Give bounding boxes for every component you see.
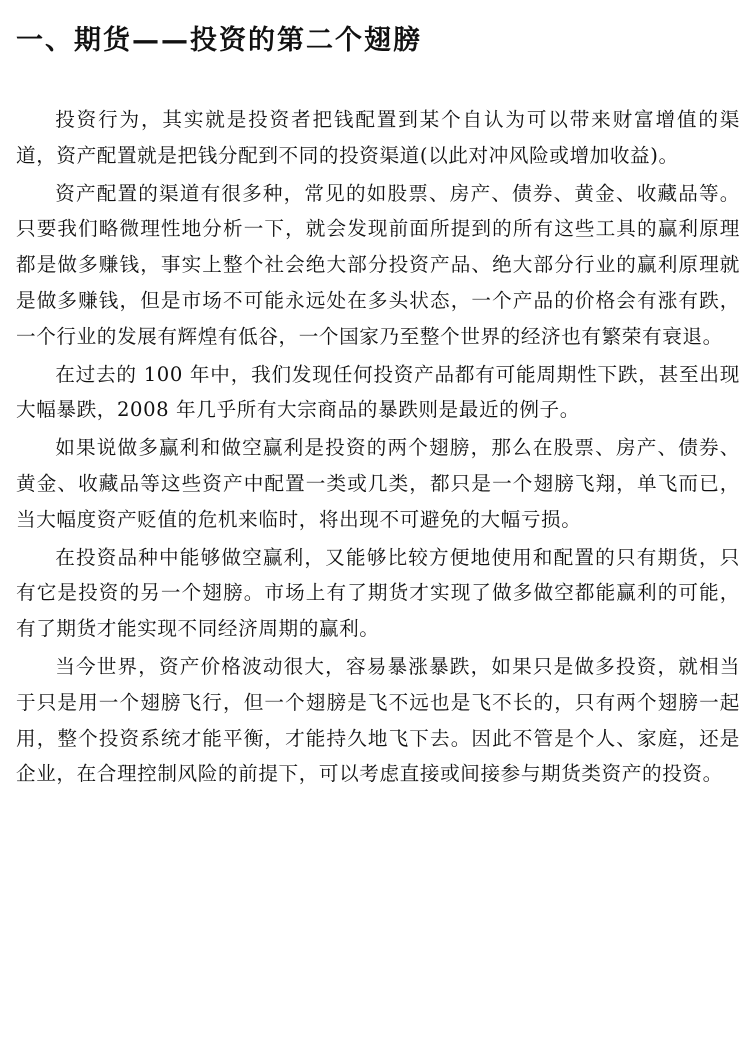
paragraph-2: 资产配置的渠道有很多种，常见的如股票、房产、债券、黄金、收藏品等。只要我们略微理性地分析一下，就会发现前面所提到的所有这些工具的赢利原理都是做多赚钱，事实上整个社会绝大部分投资产品、绝大部分行业的赢利原理就是做多赚钱，但是市场不可能永远处在多头状态，一个产品的价格会有涨有跌，一个行业的发展有辉煌有低谷，一个国家乃至整个世界的经济也有繁荣有衰退。 [16,181,740,348]
paragraph-5: 在投资品种中能够做空赢利，又能够比较方便地使用和配置的只有期货，只有它是投资的另一个翅膀。市场上有了期货才实现了做多做空都能赢利的可能，有了期货才能实现不同经济周期的赢利。 [16,545,740,641]
section-heading: 一、期货——投资的第二个翅膀 [16,25,422,56]
paragraph-1: 投资行为，其实就是投资者把钱配置到某个自认为可以带来财富增值的渠道，资产配置就是把钱分配到不同的投资渠道(以此对冲风险或增加收益)。 [16,108,740,167]
paragraph-3: 在过去的 100 年中，我们发现任何投资产品都有可能周期性下跌，甚至出现大幅暴跌，2008 年几乎所有大宗商品的暴跌则是最近的例子。 [16,362,740,422]
paragraph-6: 当今世界，资产价格波动很大，容易暴涨暴跌，如果只是做多投资，就相当于只是用一个翅膀飞行，但一个翅膀是飞不远也是飞不长的，只有两个翅膀一起用，整个投资系统才能平衡，才能持久地飞下去。因此不管是个人、家庭，还是企业，在合理控制风险的前提下，可以考虑直接或间接参与期货类资产的投资。 [16,654,740,786]
paragraph-4: 如果说做多赢利和做空赢利是投资的两个翅膀，那么在股票、房产、债券、黄金、收藏品等这些资产中配置一类或几类，都只是一个翅膀飞翔，单飞而已，当大幅度资产贬值的危机来临时，将出现不可避免的大幅亏损。 [16,436,740,531]
